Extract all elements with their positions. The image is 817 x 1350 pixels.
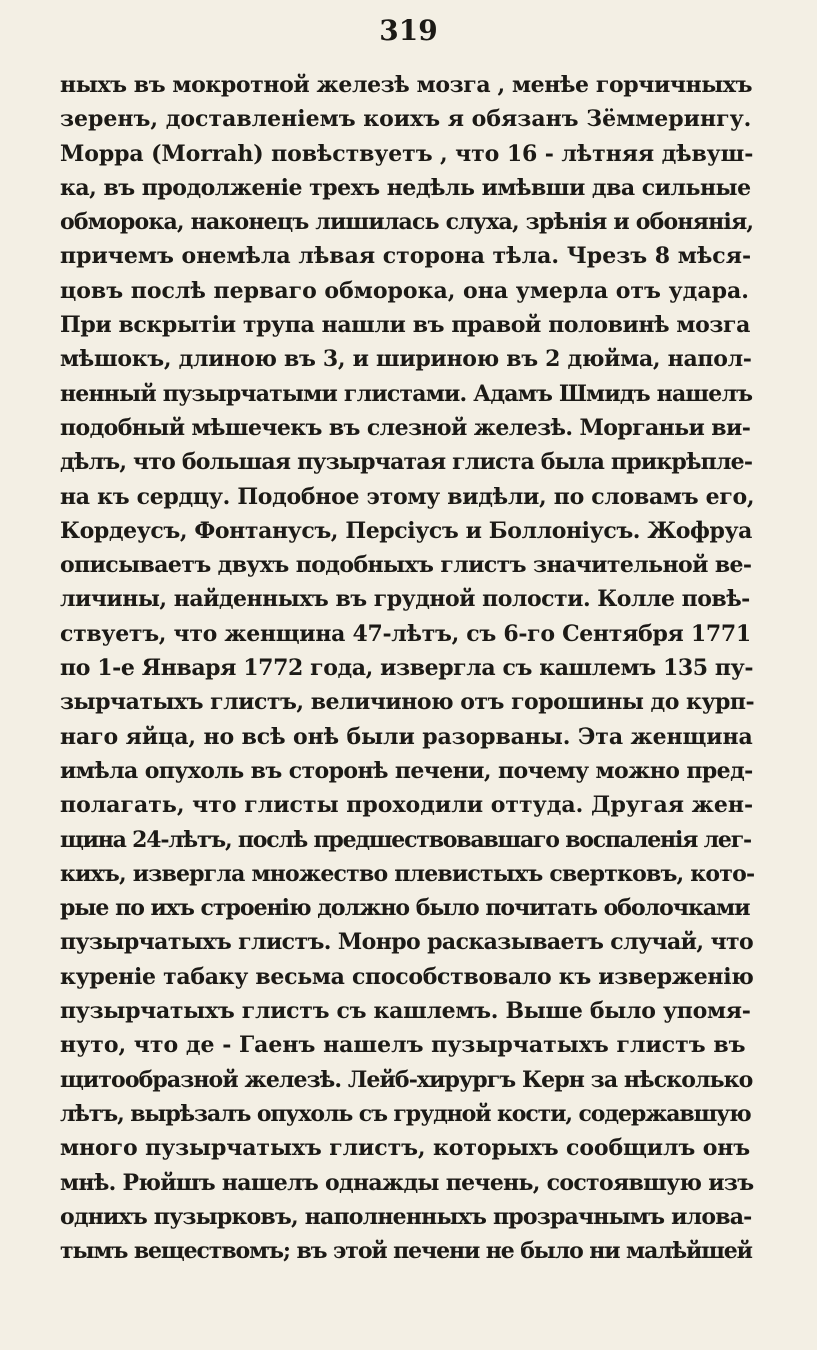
text-line: нуто, что де - Гаенъ нашелъ пузырчатыхъ глистъ въ xyxy=(60,1032,746,1059)
text-line: щитообразной железѣ. Лейб-хирургъ Керн за нѣсколько xyxy=(60,1066,753,1093)
text-line: на къ сердцу. Подобное этому видѣли, по словамъ его, xyxy=(60,483,754,510)
body-text xyxy=(60,68,754,1268)
text-line: Морра (Morrah) повѣствуетъ , что 16 - лѣтняя дѣвуш- xyxy=(60,140,754,167)
text-line: куреніе табаку весьма способствовало къ изверженію xyxy=(60,963,754,990)
text-line: щина 24-лѣтъ, послѣ предшествовавшаго воспаленія лег- xyxy=(60,826,751,853)
text-line: ка, въ продолженіе трехъ недѣль имѣвши два сильные xyxy=(60,174,751,201)
text-line: зырчатыхъ глистъ, величиною отъ горошины до курп- xyxy=(60,689,754,716)
text-line: личины, найденныхъ въ грудной полости. Колле повѣ- xyxy=(60,586,750,613)
text-line: цовъ послѣ перваго обморока, она умерла отъ удара. xyxy=(60,277,749,304)
page-number: 319 xyxy=(379,14,438,47)
text-line: полагать, что глисты проходили оттуда. Другая жен- xyxy=(60,792,754,819)
text-line: причемъ онемѣла лѣвая сторона тѣла. Чрезъ 8 мѣся- xyxy=(60,243,752,270)
text-line: тымъ веществомъ; въ этой печени не было ни малѣйшей xyxy=(60,1238,752,1265)
text-line: наго яйца, но всѣ онѣ были разорваны. Эта женщина xyxy=(60,723,753,750)
text-line: мнѣ. Рюйшъ нашелъ однажды печень, состоявшую изъ xyxy=(60,1169,754,1196)
text-line: ненный пузырчатыми глистами. Адамъ Шмидъ нашелъ xyxy=(60,380,753,407)
text-line: обморока, наконецъ лишилась слуха, зрѣнія и обонянія, xyxy=(60,209,754,236)
text-line: пузырчатыхъ глистъ. Монро расказываетъ случай, что xyxy=(60,929,754,956)
text-line: однихъ пузырковъ, наполненныхъ прозрачнымъ илова- xyxy=(60,1203,752,1230)
text-line: подобный мѣшечекъ въ слезной железѣ. Морганьи ви- xyxy=(60,414,751,441)
text-line: Кордеусъ, Фонтанусъ, Персіусъ и Боллоніусъ. Жофруа xyxy=(60,517,753,544)
text-line: лѣтъ, вырѣзалъ опухоль съ грудной кости, содержавшую xyxy=(60,1100,751,1127)
text-line: мѣшокъ, длиною въ 3, и шириною въ 2 дюйма, напол- xyxy=(60,346,752,373)
text-line: имѣла опухоль въ сторонѣ печени, почему можно пред- xyxy=(60,757,753,784)
text-line: ствуетъ, что женщина 47-лѣтъ, съ 6-го Сентября 1771 xyxy=(60,620,751,647)
text-line: пузырчатыхъ глистъ съ кашлемъ. Выше было упомя- xyxy=(60,998,751,1025)
text-line: ныхъ въ мокротной железѣ мозга , менѣе горчичныхъ xyxy=(60,72,753,98)
text-line: по 1-е Января 1772 года, извергла съ кашлемъ 135 пу- xyxy=(60,655,754,682)
text-line: описываетъ двухъ подобныхъ глистъ значительной ве- xyxy=(60,552,752,579)
text-line: зеренъ, доставленіемъ коихъ я обязанъ Зёммерингу. xyxy=(60,106,752,133)
text-line: кихъ, извергла множество плевистыхъ свертковъ, кото- xyxy=(60,860,754,887)
text-line: При вскрытіи трупа нашли въ правой половинѣ мозга xyxy=(60,312,750,339)
text-line: рые по ихъ строенію должно было почитать оболочками xyxy=(60,895,750,922)
text-line: много пузырчатыхъ глистъ, которыхъ сообщилъ онъ xyxy=(60,1135,751,1162)
text-line: дѣлъ, что большая пузырчатая глиста была прикрѣпле- xyxy=(60,449,753,476)
